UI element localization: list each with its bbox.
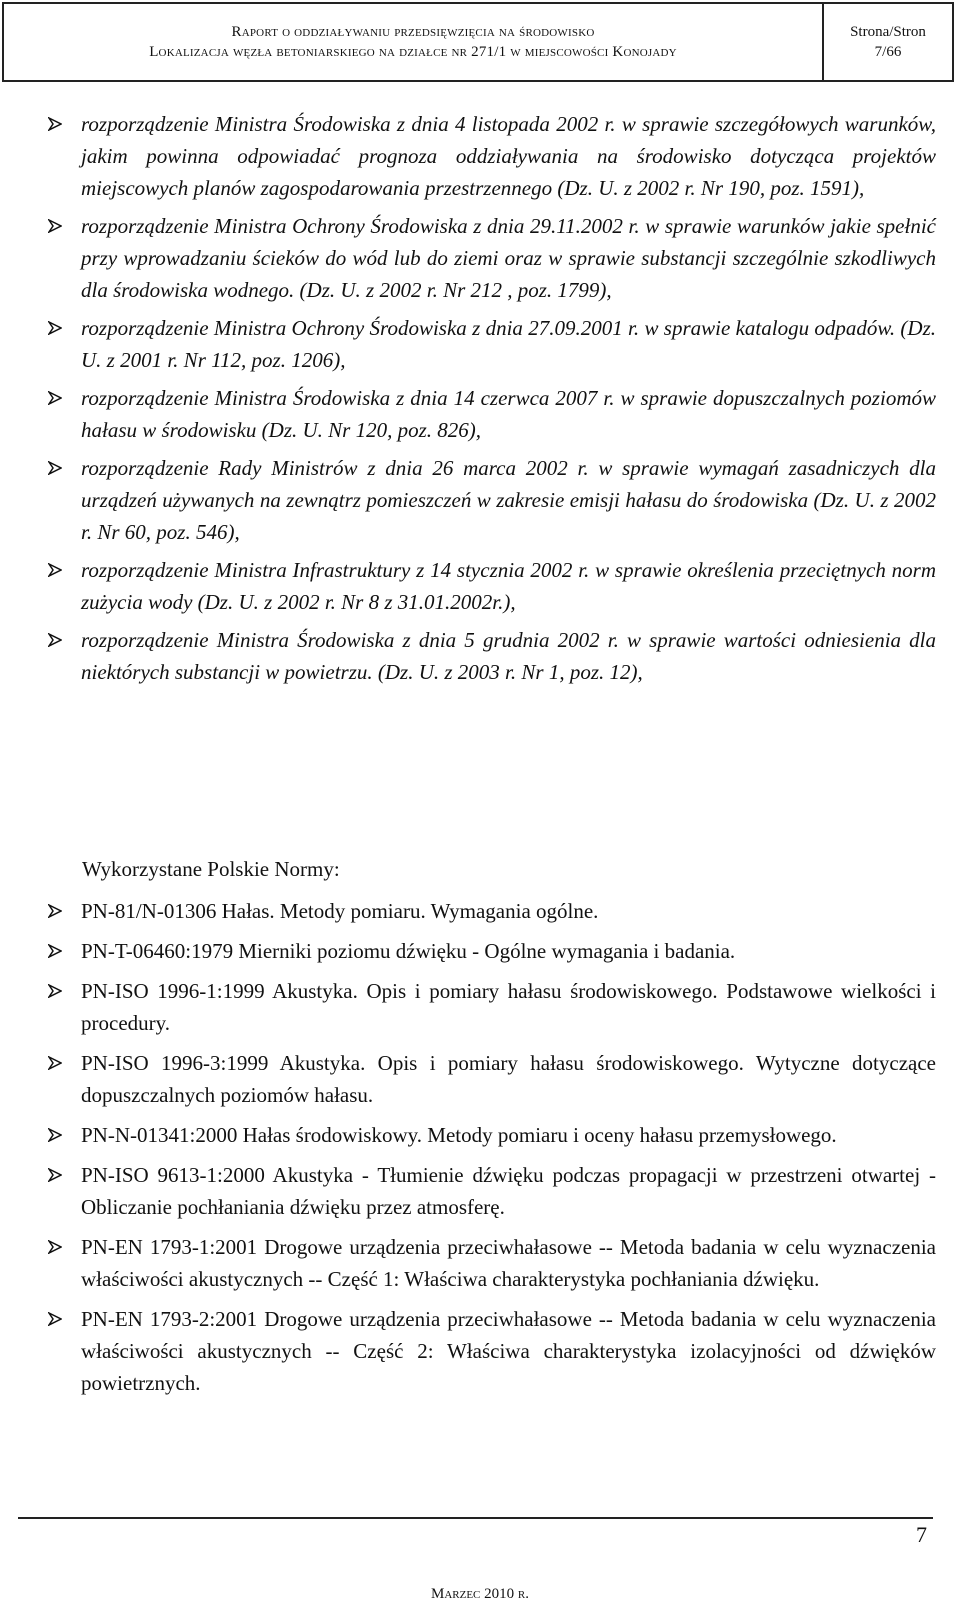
header-title-line2: Lokalizacja węzła betoniarskiego na działce nr 271/1 w miejscowości Konojady <box>149 44 677 60</box>
arrow-bullet-icon <box>48 895 68 927</box>
norm-item-text: PN-EN 1793-1:2001 Drogowe urządzenia przeciwhałasowe -- Metoda badania w celu wyznaczenia właściwości akustycznych -- Część 1: Właściwa charakterystyka pochłaniania dźwięku. <box>81 1235 936 1291</box>
norm-item-text: PN-81/N-01306 Hałas. Metody pomiaru. Wymagania ogólne. <box>81 899 599 923</box>
page-header <box>2 2 954 82</box>
regulations-section <box>48 108 936 694</box>
norm-item <box>48 1119 936 1151</box>
arrow-bullet-icon <box>48 1303 68 1335</box>
norm-item-text: PN-ISO 1996-1:1999 Akustyka. Opis i pomiary hałasu środowiskowego. Podstawowe wielkości i procedury. <box>81 979 936 1035</box>
arrow-bullet-icon <box>48 382 68 414</box>
norm-item <box>48 1303 936 1399</box>
norms-title: Wykorzystane Polskie Normy: <box>82 857 340 881</box>
norm-item <box>48 975 936 1039</box>
regulation-item <box>48 452 936 548</box>
norm-item-text: PN-N-01341:2000 Hałas środowiskowy. Metody pomiaru i oceny hałasu przemysłowego. <box>81 1123 837 1147</box>
regulation-item-text: rozporządzenie Ministra Środowiska z dnia 5 grudnia 2002 r. w sprawie wartości odniesienia dla niektórych substancji w powietrzu. (Dz. U. z 2003 r. Nr 1, poz. 12), <box>81 628 936 684</box>
norms-list <box>48 895 936 1399</box>
arrow-bullet-icon <box>48 554 68 586</box>
regulation-item-text: rozporządzenie Rady Ministrów z dnia 26 marca 2002 r. w sprawie wymagań zasadniczych dla urządzeń używanych na zewnątrz pomieszczeń w zakresie emisji hałasu do środowiska (Dz. U. z 2002 r. Nr 60, poz. 546), <box>81 456 936 544</box>
norm-item <box>48 1231 936 1295</box>
regulation-item <box>48 554 936 618</box>
arrow-bullet-icon <box>48 1159 68 1191</box>
arrow-bullet-icon <box>48 452 68 484</box>
regulation-item-text: rozporządzenie Ministra Infrastruktury z 14 stycznia 2002 r. w sprawie określenia przeciętnych norm zużycia wody (Dz. U. z 2002 r. Nr 8 z 31.01.2002r.), <box>81 558 936 614</box>
arrow-bullet-icon <box>48 210 68 242</box>
footer-date: Marzec 2010 r. <box>431 1586 529 1602</box>
norm-item-text: PN-ISO 9613-1:2000 Akustyka - Tłumienie dźwięku podczas propagacji w przestrzeni otwartej - Obliczanie pochłaniania dźwięku przez atmosferę. <box>81 1163 936 1219</box>
arrow-bullet-icon <box>48 975 68 1007</box>
header-page-cell <box>824 4 952 80</box>
norm-item-text: PN-EN 1793-2:2001 Drogowe urządzenia przeciwhałasowe -- Metoda badania w celu wyznaczenia właściwości akustycznych -- Część 2: Właściwa charakterystyka izolacyjności od dźwięków powietrznych. <box>81 1307 936 1395</box>
arrow-bullet-icon <box>48 624 68 656</box>
norm-item <box>48 1159 936 1223</box>
header-page-value: 7/66 <box>874 44 902 60</box>
regulation-item <box>48 210 936 306</box>
footer-divider <box>18 1517 933 1519</box>
regulation-item <box>48 108 936 204</box>
arrow-bullet-icon <box>48 108 68 140</box>
regulations-list <box>48 108 936 688</box>
arrow-bullet-icon <box>48 1047 68 1079</box>
norm-item-text: PN-ISO 1996-3:1999 Akustyka. Opis i pomiary hałasu środowiskowego. Wytyczne dotyczące dopuszczalnych poziomów hałasu. <box>81 1051 936 1107</box>
arrow-bullet-icon <box>48 1231 68 1263</box>
page-number: 7 <box>916 1522 927 1547</box>
arrow-bullet-icon <box>48 1119 68 1151</box>
norm-item <box>48 935 936 967</box>
regulation-item-text: rozporządzenie Ministra Ochrony Środowiska z dnia 27.09.2001 r. w sprawie katalogu odpadów. (Dz. U. z 2001 r. Nr 112, poz. 1206), <box>81 316 936 372</box>
header-page-label: Strona/Stron <box>850 24 926 40</box>
regulation-item-text: rozporządzenie Ministra Ochrony Środowiska z dnia 29.11.2002 r. w sprawie warunków jakie spełnić przy wprowadzaniu ścieków do wód lub do ziemi oraz w sprawie substancji szczególnie szkodliwych dla środowiska wodnego. (Dz. U. z 2002 r. Nr 212 , poz. 1799), <box>81 214 936 302</box>
norm-item <box>48 1047 936 1111</box>
header-title-line1: Raport o oddziaływaniu przedsięwzięcia na środowisko <box>231 24 595 40</box>
regulation-item <box>48 624 936 688</box>
regulation-item <box>48 312 936 376</box>
regulation-item-text: rozporządzenie Ministra Środowiska z dnia 4 listopada 2002 r. w sprawie szczegółowych warunków, jakim powinna odpowiadać prognoza oddziaływania na środowisko dotycząca projektów miejscowych planów zagospodarowania przestrzennego (Dz. U. z 2002 r. Nr 190, poz. 1591), <box>81 112 936 200</box>
header-title-cell <box>4 4 824 80</box>
norms-section <box>48 895 936 1407</box>
regulation-item <box>48 382 936 446</box>
arrow-bullet-icon <box>48 312 68 344</box>
regulation-item-text: rozporządzenie Ministra Środowiska z dnia 14 czerwca 2007 r. w sprawie dopuszczalnych poziomów hałasu w środowisku (Dz. U. Nr 120, poz. 826), <box>81 386 936 442</box>
norm-item-text: PN-T-06460:1979 Mierniki poziomu dźwięku - Ogólne wymagania i badania. <box>81 939 736 963</box>
norm-item <box>48 895 936 927</box>
arrow-bullet-icon <box>48 935 68 967</box>
